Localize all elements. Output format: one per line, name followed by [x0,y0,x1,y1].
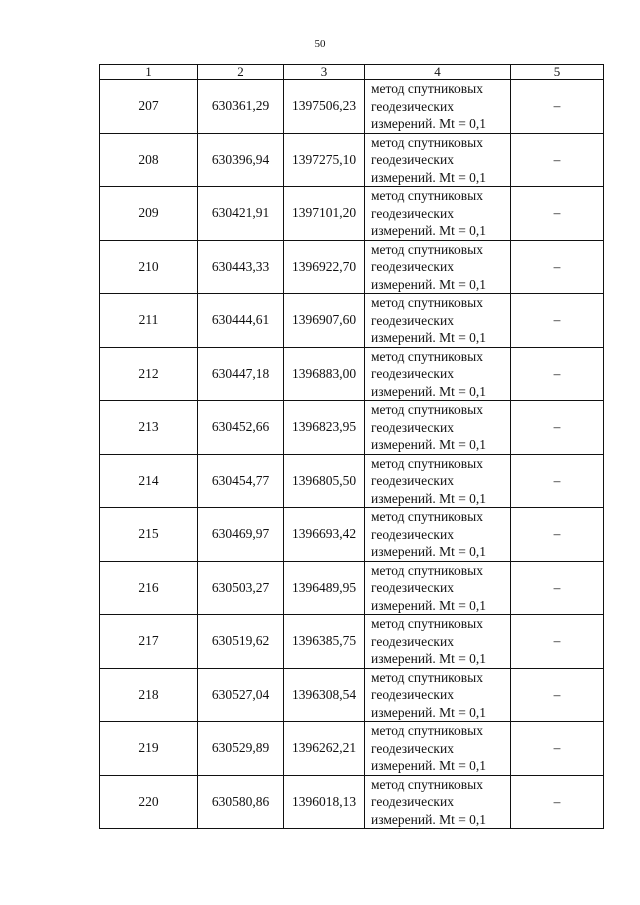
y-coordinate-cell: 1396883,00 [284,347,365,401]
x-coordinate-cell: 630447,18 [198,347,284,401]
point-number-cell: 209 [100,187,198,241]
column-header-2: 2 [198,65,284,80]
x-coordinate-cell: 630519,62 [198,615,284,669]
method-line: измерений. Mt = 0,1 [371,490,487,506]
note-cell: – [511,561,604,615]
y-coordinate-cell: 1396805,50 [284,454,365,508]
note-cell: – [511,775,604,829]
note-cell: – [511,508,604,562]
method-line: геодезических [371,633,454,649]
note-cell: – [511,454,604,508]
y-coordinate-cell: 1396922,70 [284,240,365,294]
method-line: метод спутниковых [371,134,483,150]
method-line: метод спутниковых [371,348,483,364]
table-row [100,668,604,722]
method-line: измерений. Mt = 0,1 [371,704,487,720]
table-row [100,133,604,187]
point-number-cell: 211 [100,294,198,348]
method-line: метод спутниковых [371,295,483,310]
method-line: метод спутниковых [371,241,483,257]
method-cell [365,133,511,187]
point-number-cell: 214 [100,454,198,508]
method-cell [365,775,511,829]
method-line: геодезических [371,419,454,435]
y-coordinate-cell: 1396489,95 [284,561,365,615]
method-cell [365,401,511,455]
y-coordinate-cell: 1396308,54 [284,668,365,722]
point-number-cell: 216 [100,561,198,615]
method-cell [365,80,511,134]
point-number-cell: 213 [100,401,198,455]
note-cell: – [511,294,604,348]
page-number: 50 [314,38,326,50]
method-line: измерений. Mt = 0,1 [371,116,487,131]
method-line: геодезических [371,312,454,328]
method-line: геодезических [371,205,454,221]
point-number-cell: 212 [100,347,198,401]
method-line: измерений. Mt = 0,1 [371,651,487,666]
method-line: измерений. Mt = 0,1 [371,276,487,292]
x-coordinate-cell: 630469,97 [198,508,284,562]
table-row [100,615,604,669]
column-header-3: 3 [284,65,365,80]
method-line: геодезических [371,98,454,114]
method-line: измерений. Mt = 0,1 [371,383,487,399]
method-line: геодезических [371,152,454,167]
x-coordinate-cell: 630444,61 [198,294,284,348]
method-line: метод спутниковых [371,723,483,738]
y-coordinate-cell: 1396018,13 [284,775,365,829]
method-line: метод спутниковых [371,509,483,524]
note-cell: – [511,347,604,401]
method-cell [365,615,511,669]
table-row [100,80,604,134]
method-line: измерений. Mt = 0,1 [371,330,487,345]
table-header-row [100,65,604,80]
method-cell [365,668,511,722]
point-number-cell: 219 [100,722,198,776]
method-line: измерений. Mt = 0,1 [371,437,487,452]
method-line: метод спутниковых [371,455,483,471]
method-line: геодезических [371,740,454,756]
point-number-cell: 215 [100,508,198,562]
y-coordinate-cell: 1396385,75 [284,615,365,669]
table-row [100,454,604,508]
method-line: метод спутниковых [371,562,483,578]
method-cell [365,508,511,562]
x-coordinate-cell: 630396,94 [198,133,284,187]
method-line: геодезических [371,794,454,809]
method-line: измерений. Mt = 0,1 [371,597,487,613]
column-header-4: 4 [365,65,511,80]
coordinates-table [99,64,604,829]
note-cell: – [511,133,604,187]
y-coordinate-cell: 1396693,42 [284,508,365,562]
x-coordinate-cell: 630527,04 [198,668,284,722]
method-line: геодезических [371,687,454,702]
x-coordinate-cell: 630503,27 [198,561,284,615]
y-coordinate-cell: 1397275,10 [284,133,365,187]
method-cell [365,722,511,776]
x-coordinate-cell: 630580,86 [198,775,284,829]
method-line: метод спутниковых [371,776,483,792]
table-row [100,775,604,829]
y-coordinate-cell: 1396262,21 [284,722,365,776]
method-line: измерений. Mt = 0,1 [371,811,487,827]
note-cell: – [511,668,604,722]
y-coordinate-cell: 1396907,60 [284,294,365,348]
note-cell: – [511,615,604,669]
point-number-cell: 217 [100,615,198,669]
method-cell [365,294,511,348]
table-row [100,401,604,455]
point-number-cell: 210 [100,240,198,294]
table-body [100,65,604,829]
point-number-cell: 208 [100,133,198,187]
point-number-cell: 220 [100,775,198,829]
note-cell: – [511,401,604,455]
note-cell: – [511,80,604,134]
note-cell: – [511,187,604,241]
x-coordinate-cell: 630421,91 [198,187,284,241]
x-coordinate-cell: 630361,29 [198,80,284,134]
method-line: метод спутниковых [371,402,483,417]
method-line: измерений. Mt = 0,1 [371,758,487,773]
method-line: метод спутниковых [371,81,483,96]
table-row [100,187,604,241]
note-cell: – [511,722,604,776]
method-line: измерений. Mt = 0,1 [371,169,487,185]
method-cell [365,561,511,615]
x-coordinate-cell: 630529,89 [198,722,284,776]
method-line: геодезических [371,366,454,381]
table-row [100,347,604,401]
note-cell: – [511,240,604,294]
y-coordinate-cell: 1397506,23 [284,80,365,134]
method-line: геодезических [371,473,454,488]
method-line: измерений. Mt = 0,1 [371,544,487,559]
method-line: измерений. Mt = 0,1 [371,223,487,238]
method-cell [365,454,511,508]
column-header-1: 1 [100,65,198,80]
method-line: геодезических [371,259,454,274]
table-row [100,561,604,615]
table-row [100,240,604,294]
table-row [100,294,604,348]
method-line: метод спутниковых [371,188,483,203]
table-row [100,722,604,776]
method-line: метод спутниковых [371,616,483,631]
table-row [100,508,604,562]
method-cell [365,347,511,401]
method-cell [365,240,511,294]
method-line: метод спутниковых [371,669,483,685]
method-line: геодезических [371,526,454,542]
x-coordinate-cell: 630452,66 [198,401,284,455]
y-coordinate-cell: 1396823,95 [284,401,365,455]
column-header-5: 5 [511,65,604,80]
x-coordinate-cell: 630454,77 [198,454,284,508]
point-number-cell: 207 [100,80,198,134]
point-number-cell: 218 [100,668,198,722]
method-line: геодезических [371,580,454,595]
method-cell [365,187,511,241]
y-coordinate-cell: 1397101,20 [284,187,365,241]
x-coordinate-cell: 630443,33 [198,240,284,294]
